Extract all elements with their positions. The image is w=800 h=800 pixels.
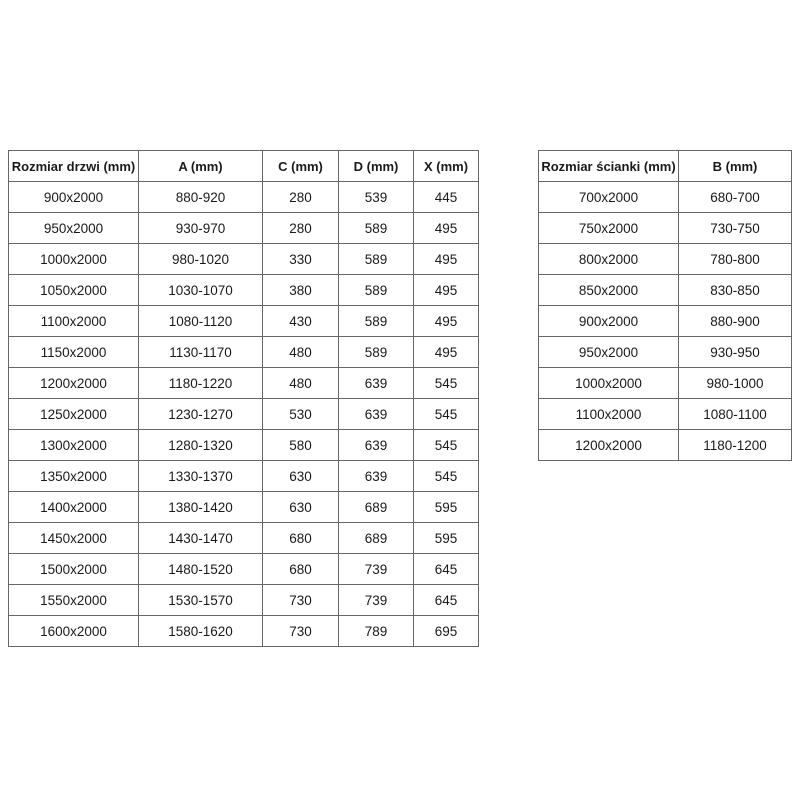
table-row bbox=[539, 430, 792, 461]
table-cell: 750x2000 bbox=[539, 213, 679, 244]
table-cell: 1000x2000 bbox=[9, 244, 139, 275]
column-header: B (mm) bbox=[679, 151, 792, 182]
table-cell: 330 bbox=[263, 244, 339, 275]
table-cell: 1200x2000 bbox=[9, 368, 139, 399]
table-cell: 480 bbox=[263, 337, 339, 368]
table-cell: 530 bbox=[263, 399, 339, 430]
table-cell: 850x2000 bbox=[539, 275, 679, 306]
table-row bbox=[9, 213, 479, 244]
table-cell: 1000x2000 bbox=[539, 368, 679, 399]
table-row bbox=[9, 554, 479, 585]
table-cell: 639 bbox=[339, 461, 414, 492]
table-cell: 539 bbox=[339, 182, 414, 213]
table-cell: 630 bbox=[263, 461, 339, 492]
table-row bbox=[9, 399, 479, 430]
table-cell: 480 bbox=[263, 368, 339, 399]
table-cell: 595 bbox=[414, 492, 479, 523]
table-cell: 980-1000 bbox=[679, 368, 792, 399]
table-cell: 1050x2000 bbox=[9, 275, 139, 306]
table-cell: 545 bbox=[414, 399, 479, 430]
table-cell: 689 bbox=[339, 492, 414, 523]
table-row bbox=[9, 461, 479, 492]
table-cell: 700x2000 bbox=[539, 182, 679, 213]
table-cell: 495 bbox=[414, 244, 479, 275]
table-cell: 1080-1100 bbox=[679, 399, 792, 430]
table-cell: 589 bbox=[339, 213, 414, 244]
table-cell: 789 bbox=[339, 616, 414, 647]
table-cell: 445 bbox=[414, 182, 479, 213]
table-cell: 495 bbox=[414, 306, 479, 337]
table-cell: 1250x2000 bbox=[9, 399, 139, 430]
table-cell: 900x2000 bbox=[539, 306, 679, 337]
table-cell: 545 bbox=[414, 430, 479, 461]
table-cell: 680 bbox=[263, 523, 339, 554]
column-header: D (mm) bbox=[339, 151, 414, 182]
column-header: Rozmiar ścianki (mm) bbox=[539, 151, 679, 182]
table-cell: 280 bbox=[263, 213, 339, 244]
table-cell: 739 bbox=[339, 585, 414, 616]
table-cell: 595 bbox=[414, 523, 479, 554]
table-row bbox=[539, 182, 792, 213]
table-cell: 1450x2000 bbox=[9, 523, 139, 554]
table-row bbox=[9, 492, 479, 523]
table-row bbox=[9, 368, 479, 399]
table-cell: 645 bbox=[414, 585, 479, 616]
table-row bbox=[539, 244, 792, 275]
table-cell: 630 bbox=[263, 492, 339, 523]
table-cell: 1550x2000 bbox=[9, 585, 139, 616]
table-cell: 1380-1420 bbox=[139, 492, 263, 523]
table-cell: 280 bbox=[263, 182, 339, 213]
table-cell: 639 bbox=[339, 399, 414, 430]
table-row bbox=[9, 337, 479, 368]
table-cell: 380 bbox=[263, 275, 339, 306]
wall-panel-sizes-table bbox=[538, 150, 792, 461]
table-cell: 730 bbox=[263, 585, 339, 616]
table-cell: 639 bbox=[339, 430, 414, 461]
table-cell: 1400x2000 bbox=[9, 492, 139, 523]
column-header: A (mm) bbox=[139, 151, 263, 182]
table-cell: 680 bbox=[263, 554, 339, 585]
table-cell: 1180-1200 bbox=[679, 430, 792, 461]
table-row bbox=[539, 213, 792, 244]
table-cell: 1530-1570 bbox=[139, 585, 263, 616]
table-cell: 800x2000 bbox=[539, 244, 679, 275]
table-cell: 950x2000 bbox=[539, 337, 679, 368]
table-cell: 430 bbox=[263, 306, 339, 337]
table-cell: 1200x2000 bbox=[539, 430, 679, 461]
table-cell: 1330-1370 bbox=[139, 461, 263, 492]
table-cell: 1230-1270 bbox=[139, 399, 263, 430]
table-row bbox=[9, 585, 479, 616]
table-cell: 739 bbox=[339, 554, 414, 585]
table-cell: 589 bbox=[339, 306, 414, 337]
table-cell: 1100x2000 bbox=[9, 306, 139, 337]
table-row bbox=[539, 337, 792, 368]
table-row bbox=[9, 523, 479, 554]
header-row bbox=[9, 151, 479, 182]
table-cell: 930-950 bbox=[679, 337, 792, 368]
table-row bbox=[9, 306, 479, 337]
table-cell: 545 bbox=[414, 368, 479, 399]
table-cell: 689 bbox=[339, 523, 414, 554]
door-sizes-table bbox=[8, 150, 479, 647]
table-cell: 695 bbox=[414, 616, 479, 647]
table-cell: 1280-1320 bbox=[139, 430, 263, 461]
table-cell: 1130-1170 bbox=[139, 337, 263, 368]
table-cell: 680-700 bbox=[679, 182, 792, 213]
column-header: C (mm) bbox=[263, 151, 339, 182]
table-cell: 1030-1070 bbox=[139, 275, 263, 306]
table-cell: 980-1020 bbox=[139, 244, 263, 275]
table-cell: 1600x2000 bbox=[9, 616, 139, 647]
table-cell: 950x2000 bbox=[9, 213, 139, 244]
table-row bbox=[539, 368, 792, 399]
column-header: Rozmiar drzwi (mm) bbox=[9, 151, 139, 182]
table-cell: 1150x2000 bbox=[9, 337, 139, 368]
table-cell: 1350x2000 bbox=[9, 461, 139, 492]
table-cell: 730 bbox=[263, 616, 339, 647]
table-cell: 1500x2000 bbox=[9, 554, 139, 585]
table-cell: 495 bbox=[414, 337, 479, 368]
table-cell: 589 bbox=[339, 275, 414, 306]
table-cell: 880-900 bbox=[679, 306, 792, 337]
table-cell: 880-920 bbox=[139, 182, 263, 213]
column-header: X (mm) bbox=[414, 151, 479, 182]
table-row bbox=[539, 275, 792, 306]
table-row bbox=[9, 616, 479, 647]
table-cell: 589 bbox=[339, 337, 414, 368]
table-cell: 1480-1520 bbox=[139, 554, 263, 585]
table-cell: 730-750 bbox=[679, 213, 792, 244]
table-cell: 1300x2000 bbox=[9, 430, 139, 461]
table-cell: 495 bbox=[414, 275, 479, 306]
table-cell: 639 bbox=[339, 368, 414, 399]
table-row bbox=[539, 399, 792, 430]
table-cell: 645 bbox=[414, 554, 479, 585]
table-row bbox=[539, 306, 792, 337]
table-cell: 1100x2000 bbox=[539, 399, 679, 430]
table-cell: 545 bbox=[414, 461, 479, 492]
table-row bbox=[9, 244, 479, 275]
table-cell: 589 bbox=[339, 244, 414, 275]
table-cell: 495 bbox=[414, 213, 479, 244]
table-row bbox=[9, 430, 479, 461]
table-cell: 1080-1120 bbox=[139, 306, 263, 337]
table-cell: 830-850 bbox=[679, 275, 792, 306]
header-row bbox=[539, 151, 792, 182]
table-cell: 1430-1470 bbox=[139, 523, 263, 554]
table-cell: 1580-1620 bbox=[139, 616, 263, 647]
table-cell: 780-800 bbox=[679, 244, 792, 275]
table-cell: 930-970 bbox=[139, 213, 263, 244]
table-row bbox=[9, 275, 479, 306]
table-cell: 580 bbox=[263, 430, 339, 461]
table-cell: 900x2000 bbox=[9, 182, 139, 213]
table-row bbox=[9, 182, 479, 213]
table-cell: 1180-1220 bbox=[139, 368, 263, 399]
